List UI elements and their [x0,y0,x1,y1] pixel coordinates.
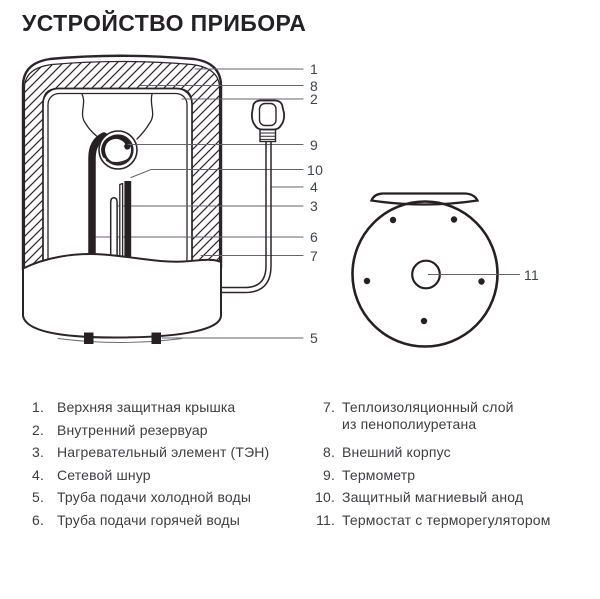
flange-bottom-view [353,194,521,347]
callout-10: 10 [307,161,324,178]
legend-item [30,512,302,529]
legend-item-number: 10. [315,489,335,505]
legend-item-number: 2. [32,421,44,438]
legend-item [312,399,596,432]
legend-item [312,467,596,484]
legend-item-text: Внешний корпус [342,444,451,460]
legend-item-text: Нагревательный элемент (ТЭН) [57,444,270,460]
bottom-cap [23,254,221,337]
legend-item [30,399,302,416]
legend-item-number: 9. [323,466,335,483]
hot-water-pipe-stub [152,333,162,345]
legend-item-text: Верхняя защитная крышка [57,399,236,415]
legend-item-text: Труба подачи холодной воды [57,489,252,505]
power-cord [221,142,271,293]
legend-item [30,422,302,439]
legend-item [312,444,596,461]
legend-item-text: Внутренний резервуар [57,421,208,438]
legend-item-text: Сетевой шнур [57,466,151,483]
legend-item-number: 11. [316,511,335,528]
callout-11: 11 [524,266,540,283]
page-title: УСТРОЙСТВО ПРИБОРА [22,10,307,36]
mounting-plate [372,194,478,205]
legend-item [312,489,596,506]
legend-item-number: 4. [32,466,44,483]
callout-4: 4 [310,179,319,195]
callout-2: 2 [310,91,319,107]
legend-left-column [30,399,302,534]
legend-item-number: 3. [32,444,44,460]
legend-item-number: 8. [323,444,335,460]
legend-item-number: 5. [32,489,44,505]
legend-item [30,467,302,484]
callout-7: 7 [310,247,319,264]
cold-water-pipe-stub [84,333,94,345]
legend-item-number: 1. [32,399,44,415]
legend-item-text: Термометр [342,466,416,483]
water-heater-cutaway [23,56,303,344]
callout-5: 5 [310,330,319,346]
legend-item [30,489,302,506]
legend-item-number: 7. [323,399,335,415]
callout-6: 6 [310,229,319,245]
callout-9: 9 [310,136,319,153]
legend-item-text: Защитный магниевый анод [342,489,524,505]
legend-item [312,512,596,529]
legend-item-text: Теплоизоляционный слой из пенополиуретана [342,399,514,432]
bottom-shadow [58,339,182,343]
legend-right-column [312,399,596,534]
power-plug [252,101,284,142]
legend-item-text: Труба подачи горячей воды [57,511,240,528]
legend-item [30,444,302,461]
thermometer [99,131,137,169]
callout-3: 3 [310,198,319,214]
legend-item-text: Термостат с терморегулятором [342,511,551,528]
callout-1: 1 [310,61,319,77]
legend-item-number: 6. [32,511,44,528]
callout-8: 8 [310,77,319,94]
